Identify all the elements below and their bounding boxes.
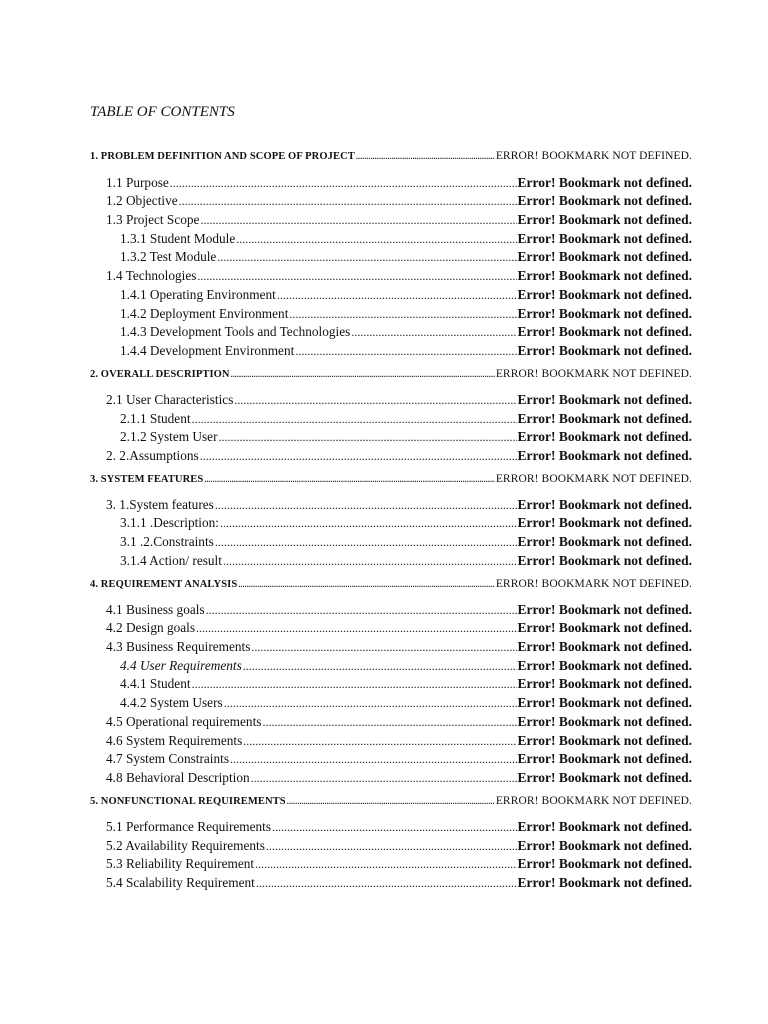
toc-leader: [224, 696, 517, 711]
toc-page-ref: Error! Bookmark not defined.: [517, 268, 692, 283]
toc-section-label: 3. SYSTEM FEATURES: [90, 474, 204, 485]
toc-entry-1-3-2[interactable]: [120, 249, 692, 268]
toc-entry-4-3[interactable]: [106, 639, 692, 658]
toc-entry-label: 4.5 Operational requirements: [106, 714, 262, 729]
toc-entry-1-4-2[interactable]: [120, 306, 692, 325]
toc-page-ref: Error! Bookmark not defined.: [517, 343, 692, 358]
toc-page-ref: Error! Bookmark not defined.: [517, 553, 692, 568]
toc-entry-2-2[interactable]: [106, 448, 692, 467]
toc-entry-1-3[interactable]: [106, 212, 692, 231]
toc-entry-1-2[interactable]: [106, 193, 692, 212]
toc-entry-label: 1.4.3 Development Tools and Technologies: [120, 324, 351, 339]
toc-page-ref: Error! Bookmark not defined.: [517, 175, 692, 190]
toc-leader: [217, 250, 516, 265]
toc-page-ref: Error! Bookmark not defined.: [517, 392, 692, 407]
toc-leader: [200, 449, 517, 464]
toc-leader: [251, 771, 517, 786]
toc-page-ref: Error! Bookmark not defined.: [517, 448, 692, 463]
toc-page-ref: Error! Bookmark not defined.: [517, 676, 692, 691]
toc-entry-4-5[interactable]: [106, 714, 692, 733]
toc-entry-label: 5.3 Reliability Requirement: [106, 856, 255, 871]
toc-section-2[interactable]: [90, 368, 692, 387]
toc-entry-label: 2. 2.Assumptions: [106, 448, 199, 463]
toc-entry-label: 1.3.2 Test Module: [120, 249, 217, 264]
toc-entry-label: 2.1 User Characteristics: [106, 392, 234, 407]
toc-section-4[interactable]: [90, 578, 692, 597]
toc-page-ref: Error! Bookmark not defined.: [517, 212, 692, 227]
toc-leader: [287, 797, 495, 806]
toc-entry-4-4[interactable]: [120, 658, 692, 677]
toc-page-ref: Error! Bookmark not defined.: [517, 231, 692, 246]
toc-entry-label: 2.1.1 Student: [120, 411, 191, 426]
toc-entry-label: 5.2 Availability Requirements: [106, 838, 265, 853]
toc-leader: [234, 393, 516, 408]
toc-page-ref: Error! Bookmark not defined.: [517, 620, 692, 635]
toc-entry-3-1-4[interactable]: [120, 553, 692, 572]
toc-entry-label: 4.4.1 Student: [120, 676, 191, 691]
toc-entry-label: 1.4.4 Development Environment: [120, 343, 295, 358]
toc-leader: [255, 857, 516, 872]
toc-page-ref: Error! Bookmark not defined.: [517, 658, 692, 673]
toc-page-ref: Error! Bookmark not defined.: [517, 770, 692, 785]
toc-entry-label: 4.6 System Requirements: [106, 733, 243, 748]
toc-entry-label: 5.1 Performance Requirements: [106, 819, 272, 834]
toc-entry-3-1[interactable]: [106, 497, 692, 516]
toc-entry-label: 4.7 System Constraints: [106, 751, 230, 766]
toc-leader: [192, 677, 517, 692]
toc-entry-4-4-1[interactable]: [120, 676, 692, 695]
toc-page-ref: Error! Bookmark not defined.: [517, 856, 692, 871]
toc-entry-label: 1.1 Purpose: [106, 175, 169, 190]
toc-entry-label: 4.2 Design goals: [106, 620, 196, 635]
toc-entry-3-1-1[interactable]: [120, 515, 692, 534]
toc-section-3[interactable]: [90, 473, 692, 492]
toc-entry-1-1[interactable]: [106, 175, 692, 194]
toc-leader: [215, 535, 517, 550]
toc-entry-label: 3.1.1 .Description:: [120, 515, 219, 530]
toc-page-ref: Error! Bookmark not defined.: [517, 733, 692, 748]
toc-entry-label: 1.3 Project Scope: [106, 212, 200, 227]
toc-leader: [219, 430, 517, 445]
toc-entry-label: 4.4 User Requirements: [120, 658, 242, 673]
toc-leader: [223, 554, 517, 569]
toc-page-ref: Error! Bookmark not defined.: [517, 324, 692, 339]
toc-entry-5-4[interactable]: [106, 875, 692, 894]
toc-page-ref: ERROR! BOOKMARK NOT DEFINED.: [495, 795, 692, 807]
toc-leader: [200, 213, 516, 228]
toc-page-ref: Error! Bookmark not defined.: [517, 249, 692, 264]
toc-leader: [243, 659, 517, 674]
toc-page-ref: Error! Bookmark not defined.: [517, 714, 692, 729]
toc-entry-4-6[interactable]: [106, 733, 692, 752]
toc-page-ref: Error! Bookmark not defined.: [517, 306, 692, 321]
toc-page-ref: Error! Bookmark not defined.: [517, 534, 692, 549]
toc-page-ref: Error! Bookmark not defined.: [517, 695, 692, 710]
toc-page-ref: ERROR! BOOKMARK NOT DEFINED.: [495, 578, 692, 590]
toc-leader: [196, 621, 516, 636]
toc-leader: [277, 288, 517, 303]
toc-leader: [356, 152, 495, 161]
toc-page-ref: Error! Bookmark not defined.: [517, 639, 692, 654]
toc-entry-5-2[interactable]: [106, 838, 692, 857]
toc-page-ref: ERROR! BOOKMARK NOT DEFINED.: [495, 473, 692, 485]
toc-entry-label: 1.2 Objective: [106, 193, 178, 208]
toc-entry-1-4-1[interactable]: [120, 287, 692, 306]
toc-page-ref: Error! Bookmark not defined.: [517, 411, 692, 426]
toc-page-ref: Error! Bookmark not defined.: [517, 515, 692, 530]
toc-leader: [262, 715, 516, 730]
toc-section-label: 5. NONFUNCTIONAL REQUIREMENTS: [90, 796, 286, 807]
toc-entry-4-8[interactable]: [106, 770, 692, 789]
toc-page-ref: Error! Bookmark not defined.: [517, 751, 692, 766]
toc-entry-4-7[interactable]: [106, 751, 692, 770]
toc-leader: [251, 640, 516, 655]
toc-page-ref: Error! Bookmark not defined.: [517, 497, 692, 512]
toc-leader: [197, 269, 516, 284]
toc-entry-label: 1.4.1 Operating Environment: [120, 287, 276, 302]
toc-leader: [230, 752, 516, 767]
toc-leader: [231, 370, 495, 379]
toc-entry-label: 5.4 Scalability Requirement: [106, 875, 255, 890]
toc-leader: [206, 603, 517, 618]
toc-page-ref: ERROR! BOOKMARK NOT DEFINED.: [495, 150, 692, 162]
toc-leader: [179, 194, 517, 209]
toc-leader: [243, 734, 516, 749]
toc-page-ref: Error! Bookmark not defined.: [517, 193, 692, 208]
toc-section-label: 2. OVERALL DESCRIPTION: [90, 369, 230, 380]
toc-entry-4-1[interactable]: [106, 602, 692, 621]
toc-entry-4-4-2[interactable]: [120, 695, 692, 714]
toc-leader: [238, 580, 495, 589]
toc-entry-label: 3. 1.System features: [106, 497, 214, 512]
toc-leader: [295, 344, 516, 359]
toc-entry-1-4-4[interactable]: [120, 343, 692, 362]
toc-page-ref: Error! Bookmark not defined.: [517, 819, 692, 834]
toc-title: TABLE OF CONTENTS: [90, 104, 235, 120]
toc-section-1[interactable]: [90, 150, 692, 169]
toc-leader: [220, 516, 517, 531]
toc-leader: [236, 232, 516, 247]
toc-leader: [192, 412, 517, 427]
toc-leader: [170, 176, 517, 191]
toc-entry-2-1-2[interactable]: [120, 429, 692, 448]
toc-leader: [266, 839, 517, 854]
toc-entry-label: 3.1 .2.Constraints: [120, 534, 214, 549]
toc-entry-label: 2.1.2 System User: [120, 429, 218, 444]
toc-entry-3-1-2[interactable]: [120, 534, 692, 553]
toc-leader: [272, 820, 516, 835]
toc-leader: [215, 498, 517, 513]
toc-entry-label: 1.4.2 Deployment Environment: [120, 306, 289, 321]
toc-entry-4-2[interactable]: [106, 620, 692, 639]
toc-entry-2-1[interactable]: [106, 392, 692, 411]
toc-page-ref: ERROR! BOOKMARK NOT DEFINED.: [495, 368, 692, 380]
toc-entry-1-4[interactable]: [106, 268, 692, 287]
toc-entry-label: 4.1 Business goals: [106, 602, 205, 617]
toc-leader: [289, 307, 516, 322]
toc-page-ref: Error! Bookmark not defined.: [517, 875, 692, 890]
toc-entry-1-4-3[interactable]: [120, 324, 692, 343]
toc-entry-label: 3.1.4 Action/ result: [120, 553, 222, 568]
toc-entry-label: 4.8 Behavioral Description: [106, 770, 250, 785]
toc-entry-5-3[interactable]: [106, 856, 692, 875]
toc-page-ref: Error! Bookmark not defined.: [517, 838, 692, 853]
toc-section-5[interactable]: [90, 795, 692, 814]
toc-section-label: 1. PROBLEM DEFINITION AND SCOPE OF PROJECT: [90, 151, 355, 162]
toc-page-ref: Error! Bookmark not defined.: [517, 602, 692, 617]
toc-entry-1-3-1[interactable]: [120, 231, 692, 250]
toc-leader: [256, 876, 517, 891]
toc-leader: [351, 325, 516, 340]
toc-entry-label: 1.3.1 Student Module: [120, 231, 236, 246]
toc-entry-5-1[interactable]: [106, 819, 692, 838]
toc-leader: [204, 475, 494, 484]
toc-page-ref: Error! Bookmark not defined.: [517, 287, 692, 302]
toc-entry-label: 4.4.2 System Users: [120, 695, 223, 710]
toc-section-label: 4. REQUIREMENT ANALYSIS: [90, 579, 238, 590]
toc-entry-2-1-1[interactable]: [120, 411, 692, 430]
toc-entry-label: 1.4 Technologies: [106, 268, 197, 283]
toc-entry-label: 4.3 Business Requirements: [106, 639, 251, 654]
toc-page-ref: Error! Bookmark not defined.: [517, 429, 692, 444]
